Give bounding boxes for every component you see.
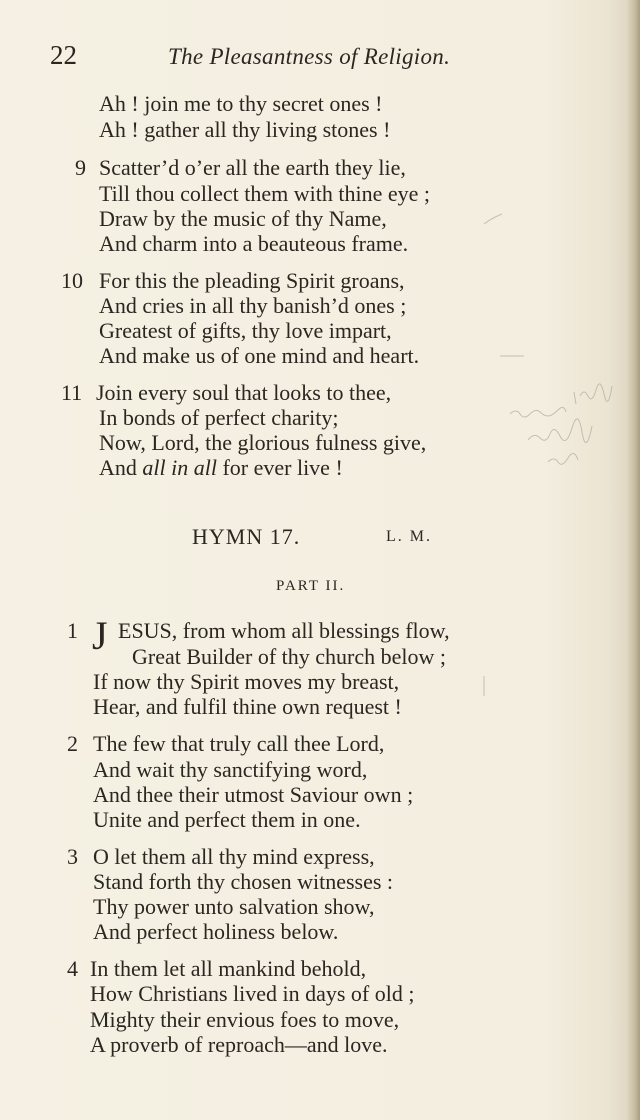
verse-number: 10 — [61, 268, 83, 293]
italic-phrase: all in all — [142, 455, 217, 480]
verse-number: 11 — [61, 380, 83, 405]
pencil-scribble — [510, 407, 566, 417]
hymn-meter: L. M. — [386, 528, 432, 545]
verse-line: And make us of one mind and heart. — [99, 343, 420, 368]
verse-line: Now, Lord, the glorious fulness give, — [99, 430, 427, 455]
text-run: for ever live ! — [216, 455, 343, 480]
verse-line: Scatter’d o’er all the earth they lie, — [99, 155, 406, 180]
pencil-scribble — [548, 453, 578, 464]
verse-line: For this the pleading Spirit groans, — [99, 268, 405, 293]
pencil-stroke — [484, 214, 502, 224]
verse-line: O let them all thy mind express, — [93, 844, 375, 869]
verse-line: Till thou collect them with thine eye ; — [99, 181, 430, 206]
verse-line: Thy power unto salvation show, — [93, 894, 375, 919]
text-run: And — [99, 455, 143, 480]
verse-line: And thee their utmost Saviour own ; — [93, 782, 414, 807]
verse-line: Hear, and fulfil thine own request ! — [93, 694, 402, 719]
verse-line: And wait thy sanctifying word, — [93, 757, 368, 782]
verse-line: Ah ! gather all thy living stones ! — [99, 117, 391, 142]
verse-line: Mighty their envious foes to move, — [90, 1007, 400, 1032]
verse-line: Ah ! join me to thy secret ones ! — [99, 91, 383, 116]
verse-line: In them let all mankind behold, — [90, 956, 367, 981]
page-number: 22 — [50, 40, 77, 70]
verse-line: Draw by the music of thy Name, — [99, 206, 387, 231]
verse-line: Greatest of gifts, thy love impart, — [99, 318, 392, 343]
verse-line: And charm into a beauteous frame. — [99, 231, 409, 256]
drop-cap: J — [92, 613, 108, 658]
verse-line: And cries in all thy banish’d ones ; — [99, 293, 407, 318]
running-title: The Pleasantness of Religion. — [168, 44, 451, 69]
pencil-scribble — [528, 419, 592, 443]
verse-line: The few that truly call thee Lord, — [93, 731, 385, 756]
verse-line: ESUS, from whom all blessings flow, — [118, 618, 450, 643]
part-heading: PART II. — [276, 578, 346, 594]
verse-line: In bonds of perfect charity; — [99, 405, 339, 430]
verse-line: How Christians lived in days of old ; — [90, 981, 415, 1006]
verse-number: 1 — [67, 618, 78, 643]
verse-number: 3 — [67, 844, 78, 869]
verse-line: Join every soul that looks to thee, — [96, 380, 392, 405]
hymn-title: HYMN 17. — [192, 524, 301, 549]
verse-line: And perfect holiness below. — [93, 919, 339, 944]
verse-line: Stand forth thy chosen witnesses : — [93, 869, 394, 894]
verse-number: 4 — [67, 956, 78, 981]
verse-number: 2 — [67, 731, 78, 756]
verse-line: Unite and perfect them in one. — [93, 807, 361, 832]
pencil-scribble — [574, 384, 612, 404]
verse-line: If now thy Spirit moves my breast, — [93, 669, 400, 694]
verse-number: 9 — [75, 155, 86, 180]
verse-line: A proverb of reproach—and love. — [90, 1032, 388, 1057]
verse-line: Great Builder of thy church below ; — [132, 644, 447, 669]
